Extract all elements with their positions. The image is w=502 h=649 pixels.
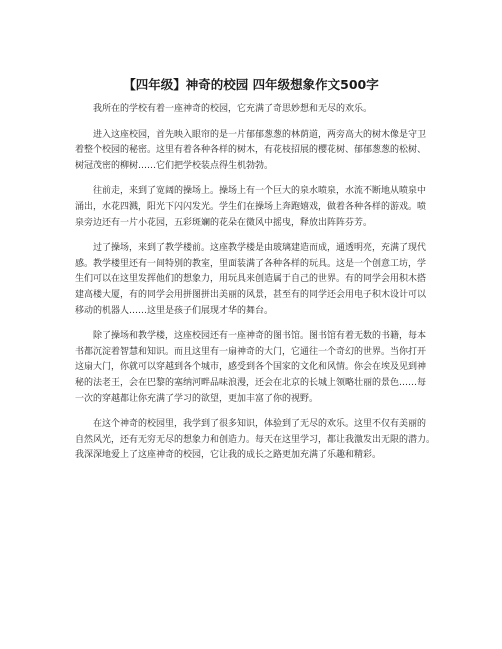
paragraph-line: 自然风光，还有无穷无尽的想象力和创造力。每天在这里学习，都让我激发出无限的潜力。 [75, 434, 436, 445]
paragraph-line: 我所在的学校有着一座神奇的校园，它充满了奇思妙想和无尽的欢乐。 [93, 104, 373, 114]
paragraph-line: 秘的法老王，会在巴黎的塞纳河畔品味浪漫，还会在北京的长城上领略壮丽的景色……每 [75, 377, 427, 388]
paragraph-1 [75, 102, 435, 118]
document-title: 【四年级】神奇的校园 四年级想象作文500字 [123, 77, 379, 92]
paragraph-2 [75, 128, 435, 175]
paragraph-line: 移动的机器人……这里是孩子们展现才华的舞台。 [75, 305, 274, 316]
paragraph-line: 在这个神奇的校园里，我学到了很多知识，体验到了无尽的欢乐。这里不仅有美丽的 [93, 419, 427, 430]
paragraph-line: 书都沉淀着智慧和知识。而且这里有一扇神奇的大门，它通往一个奇幻的世界。当你打开 [75, 346, 427, 357]
paragraph-line: 泉旁边还有一片小花园，五彩斑斓的花朵在微风中摇曳，释放出阵阵芬芳。 [75, 217, 373, 228]
paragraph-line: 除了操场和教学楼，这座校园还有一座神奇的图书馆。图书馆有着无数的书籍，每本 [93, 331, 427, 342]
paragraph-line: 这扇大门，你就可以穿越到各个城市，感受到各个国家的文化和风情。你会在埃及见到神 [75, 362, 427, 373]
paragraph-line: 涌出，水花四溅，阳光下闪闪发光。学生们在操场上奔跑嬉戏，做着各种各样的游戏。喷 [75, 201, 427, 212]
paragraph-line: 生们可以在这里发挥他们的想象力，用玩具来创造属于自己的世界。有的同学会用积木搭 [75, 274, 427, 285]
paragraph-line: 一次的穿越都让你充满了学习的欲望，更加丰富了你的视野。 [75, 393, 319, 404]
paragraph-3 [75, 184, 435, 231]
paragraph-6 [75, 417, 435, 464]
paragraph-5 [75, 329, 435, 407]
paragraph-line: 建高楼大厦，有的同学会用拼图拼出美丽的风景，甚至有的同学还会用电子积木设计可以 [75, 289, 427, 300]
paragraph-4 [75, 241, 435, 319]
paragraph-line: 着整个校园的秘密。这里有着各种各样的树木，有花枝招展的樱花树、郁郁葱葱的松树、 [75, 145, 427, 156]
paragraph-line: 感。教学楼里还有一间特别的教室，里面装满了各种各样的玩具。这是一个创意工坊，学 [75, 258, 427, 269]
paragraph-line: 进入这座校园，首先映入眼帘的是一片郁郁葱葱的林荫道，两旁高大的树木像是守卫 [93, 129, 427, 140]
paragraph-line: 树冠茂密的柳树……它们把学校装点得生机勃勃。 [75, 160, 274, 171]
document-body [75, 102, 435, 474]
paragraph-line: 往前走，来到了宽阔的操场上。操场上有一个巨大的泉水喷泉，水流不断地从喷泉中 [93, 186, 427, 197]
paragraph-line: 过了操场，来到了教学楼前。这座教学楼是由玻璃建造而成，通透明亮，充满了现代 [93, 243, 427, 254]
paragraph-line: 我深深地爱上了这座神奇的校园，它让我的成长之路更加充满了乐趣和精彩。 [75, 450, 382, 461]
